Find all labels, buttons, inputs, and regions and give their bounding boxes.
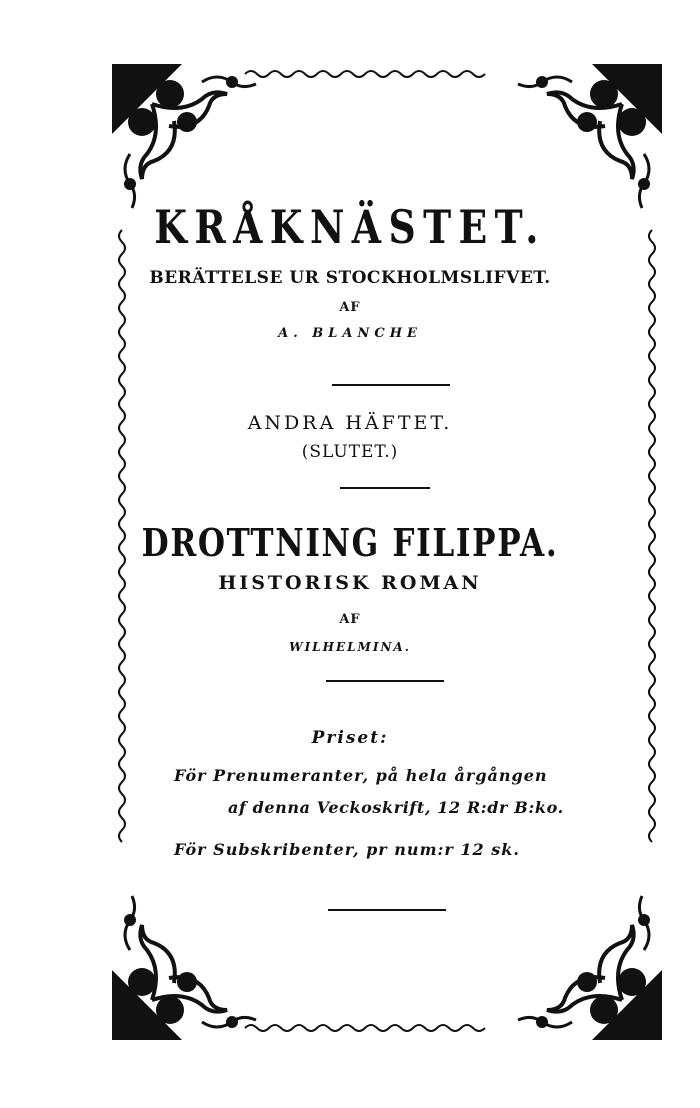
work2-author: WILHELMINA. [289, 640, 411, 654]
part-note: (SLUTET.) [301, 442, 399, 462]
work1-title: KRÅKNÄSTET. [154, 200, 546, 254]
divider-rule-1 [332, 384, 450, 386]
price-line-prenumeranter: För Prenumeranter, på hela årgången [174, 766, 548, 785]
divider-rule-2 [340, 487, 430, 489]
top-wavy-border-line [245, 71, 485, 77]
work2-title: DROTTNING FILIPPA. [141, 520, 559, 565]
bottom-wavy-border-line [245, 1025, 485, 1031]
price-line-veckoskrift: af denna Veckoskrift, 12 R:dr B:ko. [228, 798, 564, 817]
right-wavy-border-line [649, 230, 655, 842]
part-label: ANDRA HÄFTET. [247, 412, 453, 434]
work1-author: A. BLANCHE [278, 326, 422, 341]
divider-rule-4 [328, 909, 446, 911]
work1-subtitle: BERÄTTELSE UR STOCKHOLMSLIFVET. [149, 268, 551, 288]
price-line-subskribenter: För Subskribenter, pr num:r 12 sk. [174, 840, 520, 859]
bottom-left-corner-flourish-icon [112, 896, 256, 1040]
top-right-corner-flourish-icon [518, 64, 662, 208]
work1-by: AF [339, 300, 361, 315]
divider-rule-3 [326, 680, 444, 682]
top-left-corner-flourish-icon [112, 64, 256, 208]
work2-by: AF [339, 612, 361, 627]
price-heading: Priset: [311, 728, 389, 748]
bottom-right-corner-flourish-icon [518, 896, 662, 1040]
work2-subtitle: HISTORISK ROMAN [218, 572, 482, 594]
